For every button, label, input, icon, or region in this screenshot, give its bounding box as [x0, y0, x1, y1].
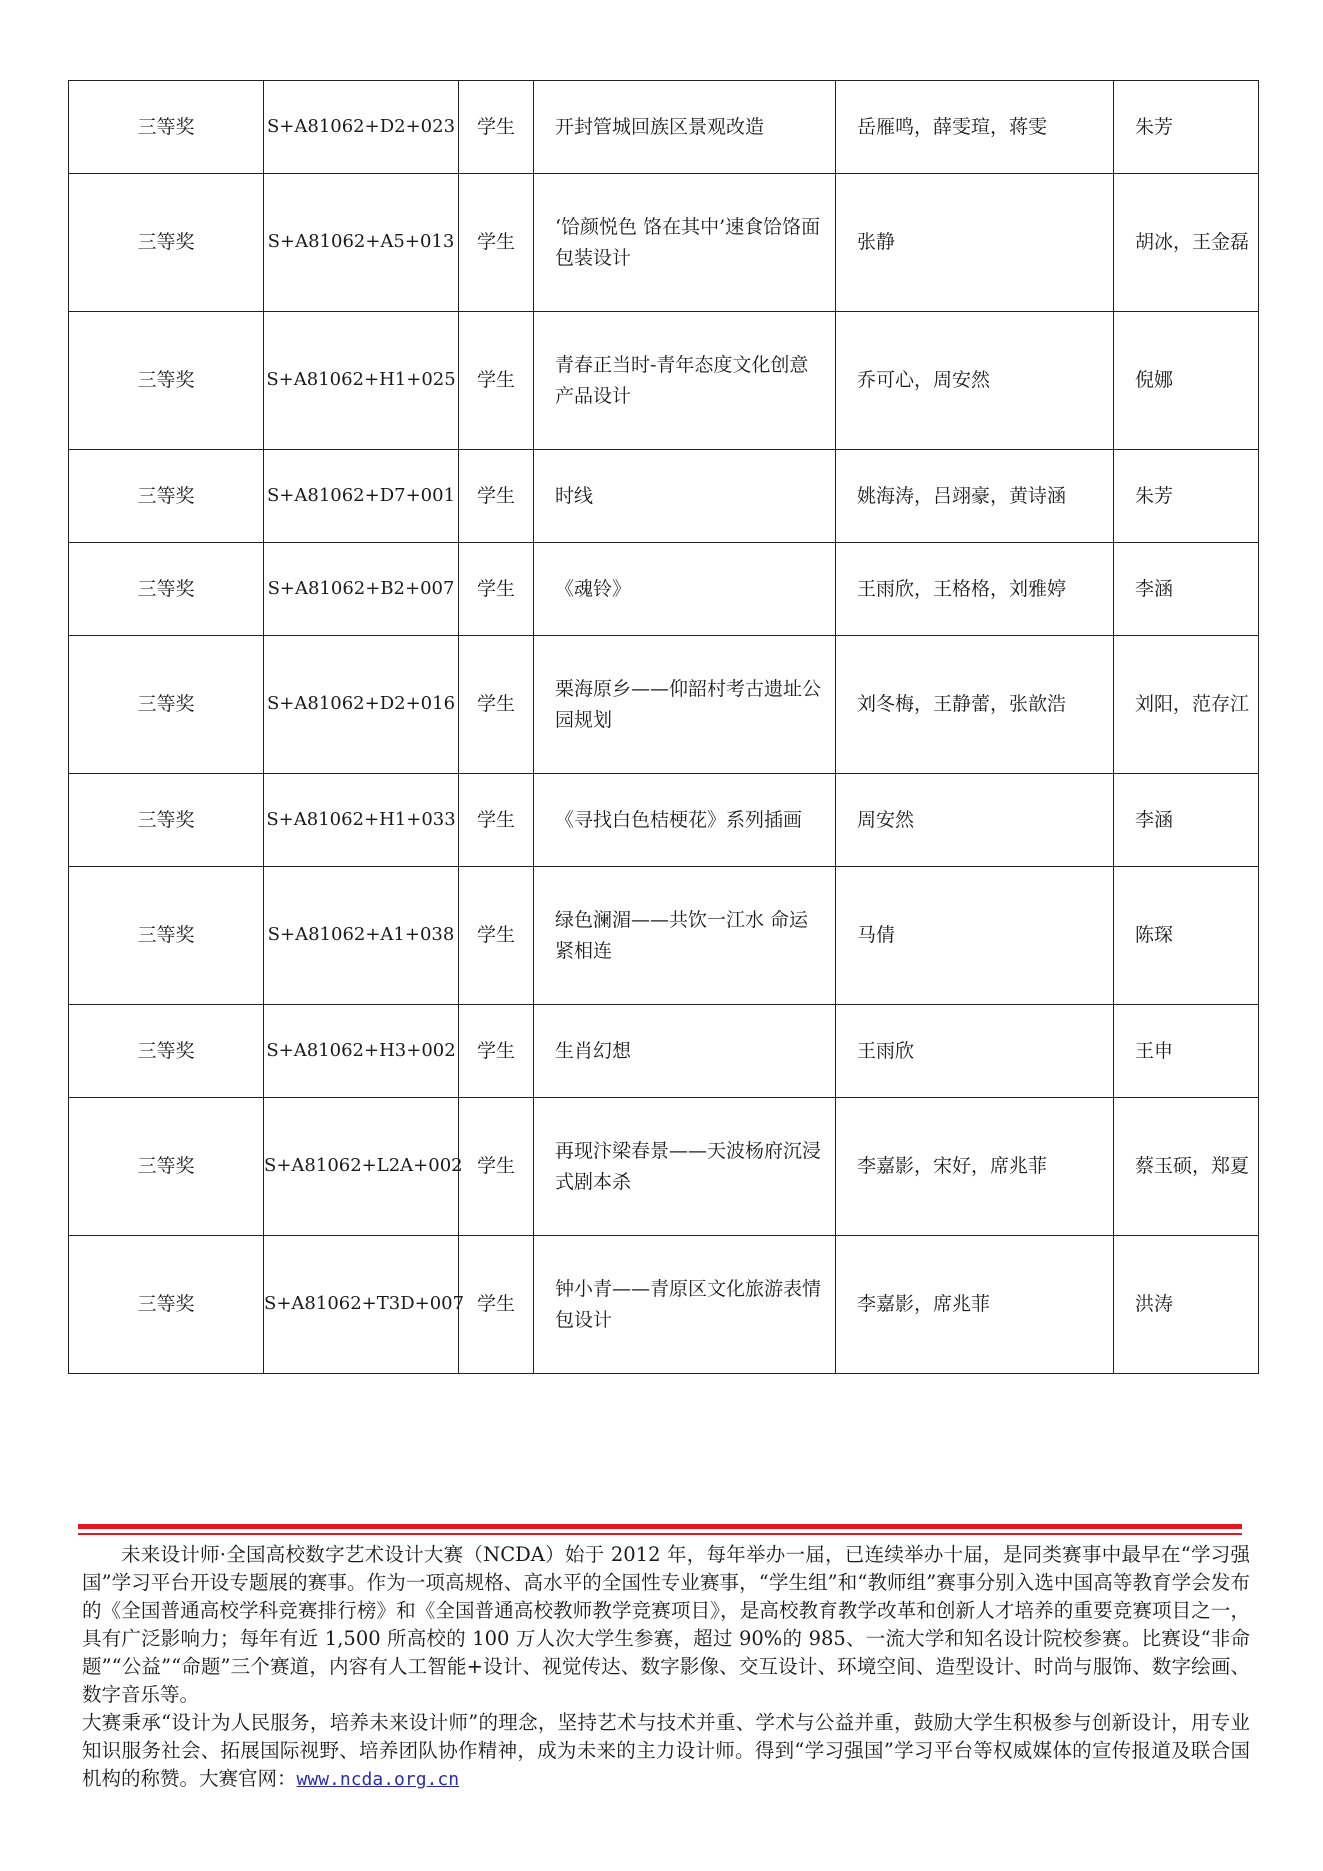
group-type-cell: 学生: [459, 450, 534, 543]
work-title-cell: 《寻找白色桔梗花》系列插画: [534, 774, 836, 867]
work-title-cell: 《魂铃》: [534, 543, 836, 636]
award-level-cell: 三等奖: [69, 81, 264, 174]
advisor-cell: 朱芳: [1114, 450, 1259, 543]
award-level-cell: 三等奖: [69, 774, 264, 867]
group-type-cell: 学生: [459, 1236, 534, 1374]
advisor-cell: 李涵: [1114, 774, 1259, 867]
authors-cell: 马倩: [836, 867, 1114, 1005]
entry-code-cell: S+A81062+A5+013: [264, 174, 459, 312]
footer-paragraph-mission: [82, 1709, 1250, 1794]
entry-code-cell: S+A81062+D2+023: [264, 81, 459, 174]
advisor-cell: 胡冰，王金磊: [1114, 174, 1259, 312]
entry-code-cell: S+A81062+H1+033: [264, 774, 459, 867]
award-level-cell: 三等奖: [69, 450, 264, 543]
footer-divider-thick: [78, 1524, 1242, 1529]
group-type-cell: 学生: [459, 1098, 534, 1236]
group-type-cell: 学生: [459, 81, 534, 174]
authors-cell: 张静: [836, 174, 1114, 312]
award-level-cell: 三等奖: [69, 174, 264, 312]
group-type-cell: 学生: [459, 636, 534, 774]
award-level-cell: 三等奖: [69, 543, 264, 636]
official-website-link[interactable]: www.ncda.org.cn: [296, 1769, 460, 1790]
advisor-cell: 蔡玉硕，郑夏: [1114, 1098, 1259, 1236]
group-type-cell: 学生: [459, 867, 534, 1005]
table-row: [69, 450, 1259, 543]
authors-cell: 姚海涛，吕翊豪，黄诗涵: [836, 450, 1114, 543]
table-row: [69, 636, 1259, 774]
authors-cell: 李嘉影，席兆菲: [836, 1236, 1114, 1374]
award-table: [68, 80, 1259, 1374]
table-body: [69, 81, 1259, 1374]
entry-code-cell: S+A81062+B2+007: [264, 543, 459, 636]
advisor-cell: 倪娜: [1114, 312, 1259, 450]
work-title-cell: 再现汴梁春景——天波杨府沉浸式剧本杀: [534, 1098, 836, 1236]
work-title-cell: 绿色澜湄——共饮一江水 命运紧相连: [534, 867, 836, 1005]
group-type-cell: 学生: [459, 174, 534, 312]
advisor-cell: 王申: [1114, 1005, 1259, 1098]
table-row: [69, 774, 1259, 867]
work-title-cell: ‘饸颜悦色 饹在其中’速食饸饹面包装设计: [534, 174, 836, 312]
table-row: [69, 867, 1259, 1005]
advisor-cell: 陈琛: [1114, 867, 1259, 1005]
footer-divider-thin: [78, 1533, 1242, 1535]
table-row: [69, 1098, 1259, 1236]
authors-cell: 周安然: [836, 774, 1114, 867]
footer-text: [82, 1541, 1250, 1794]
advisor-cell: 刘阳，范存江: [1114, 636, 1259, 774]
authors-cell: 王雨欣，王格格，刘雅婷: [836, 543, 1114, 636]
table-row: [69, 174, 1259, 312]
advisor-cell: 李涵: [1114, 543, 1259, 636]
work-title-cell: 栗海原乡——仰韶村考古遗址公园规划: [534, 636, 836, 774]
footer-paragraph-intro: 未来设计师·全国高校数字艺术设计大赛（NCDA）始于 2012 年，每年举办一届，已连续举办十届，是同类赛事中最早在“学习强国”学习平台开设专题展的赛事。作为一项高规格、高水平的全国性专业赛事，“学生组”和“教师组”赛事分别入选中国高等教育学会发布的《全国普通高校学科竞赛排行榜》和《全国普通高校教师教学竞赛项目》，是高校教育教学改革和创新人才培养的重要竞赛项目之一，具有广泛影响力；每年有近 1,500 所高校的 100 万人次大学生参赛，超过 90%的 985、一流大学和知名设计院校参赛。比赛设“非命题”“公益”“命题”三个赛道，内容有人工智能+设计、视觉传达、数字影像、交互设计、环境空间、造型设计、时尚与服饰、数字绘画、数字音乐等。: [82, 1543, 1250, 1706]
entry-code-cell: S+A81062+D7+001: [264, 450, 459, 543]
work-title-cell: 时线: [534, 450, 836, 543]
award-level-cell: 三等奖: [69, 312, 264, 450]
group-type-cell: 学生: [459, 543, 534, 636]
advisor-cell: 朱芳: [1114, 81, 1259, 174]
advisor-cell: 洪涛: [1114, 1236, 1259, 1374]
award-level-cell: 三等奖: [69, 636, 264, 774]
group-type-cell: 学生: [459, 1005, 534, 1098]
table-row: [69, 1005, 1259, 1098]
table-row: [69, 543, 1259, 636]
award-level-cell: 三等奖: [69, 1098, 264, 1236]
work-title-cell: 青春正当时-青年态度文化创意产品设计: [534, 312, 836, 450]
work-title-cell: 钟小青——青原区文化旅游表情包设计: [534, 1236, 836, 1374]
authors-cell: 岳雁鸣，薛雯瑄，蒋雯: [836, 81, 1114, 174]
authors-cell: 乔可心，周安然: [836, 312, 1114, 450]
authors-cell: 王雨欣: [836, 1005, 1114, 1098]
authors-cell: 李嘉影，宋好，席兆菲: [836, 1098, 1114, 1236]
entry-code-cell: S+A81062+H1+025: [264, 312, 459, 450]
work-title-cell: 生肖幻想: [534, 1005, 836, 1098]
award-level-cell: 三等奖: [69, 1236, 264, 1374]
entry-code-cell: S+A81062+D2+016: [264, 636, 459, 774]
entry-code-cell: S+A81062+T3D+007: [264, 1236, 459, 1374]
table-row: [69, 1236, 1259, 1374]
footer-mission-text: 大赛秉承“设计为人民服务，培养未来设计师”的理念，坚持艺术与技术并重、学术与公益并重，鼓励大学生积极参与创新设计，用专业知识服务社会、拓展国际视野、培养团队协作精神，成为未来的主力设计师。得到“学习强国”学习平台等权威媒体的宣传报道及联合国机构的称赞。大赛官网：: [82, 1711, 1250, 1790]
entry-code-cell: S+A81062+H3+002: [264, 1005, 459, 1098]
table-row: [69, 312, 1259, 450]
work-title-cell: 开封管城回族区景观改造: [534, 81, 836, 174]
award-level-cell: 三等奖: [69, 867, 264, 1005]
authors-cell: 刘冬梅，王静蕾，张歆浩: [836, 636, 1114, 774]
group-type-cell: 学生: [459, 312, 534, 450]
table-row: [69, 81, 1259, 174]
award-level-cell: 三等奖: [69, 1005, 264, 1098]
entry-code-cell: S+A81062+A1+038: [264, 867, 459, 1005]
group-type-cell: 学生: [459, 774, 534, 867]
entry-code-cell: S+A81062+L2A+002: [264, 1098, 459, 1236]
